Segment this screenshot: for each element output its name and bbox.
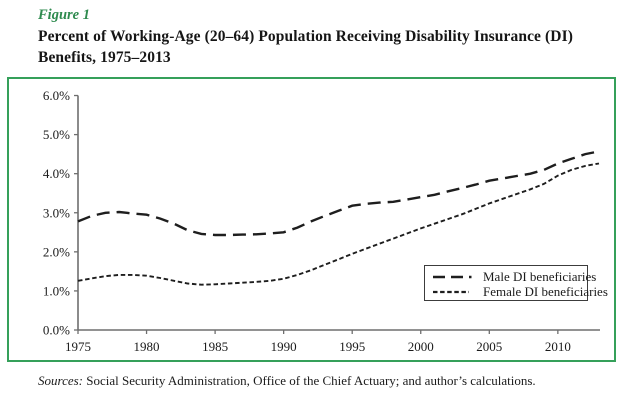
legend-entry-female [432, 283, 608, 299]
y-tick-label: 1.0% [42, 283, 70, 299]
chart-panel [7, 77, 616, 362]
line-chart [9, 79, 614, 360]
y-tick-label: 5.0% [42, 127, 70, 143]
y-tick-label: 6.0% [42, 88, 70, 104]
legend-label-male: Male DI beneficiaries [483, 268, 597, 284]
x-tick-label: 1975 [65, 339, 91, 354]
x-tick-label: 1985 [202, 339, 229, 354]
y-tick-label: 4.0% [42, 166, 70, 182]
x-tick-label: 2005 [476, 339, 503, 354]
y-tick-label: 3.0% [42, 205, 70, 221]
x-tick-label: 1980 [133, 339, 160, 354]
figure-title [38, 26, 573, 68]
sources-note [38, 373, 536, 389]
sources-text: Social Security Administration, Office of the Chief Actuary; and author’s calculations. [83, 373, 536, 388]
legend-entry-male [432, 268, 597, 284]
figure-title-line-1: Percent of Working-Age (20–64) Population Receiving Disability Insurance (DI) [38, 28, 573, 45]
x-tick-label: 1995 [339, 339, 366, 354]
figure-title-line-2: Benefits, 1975–2013 [38, 49, 171, 66]
y-tick-label: 0.0% [42, 322, 70, 338]
legend-label-female: Female DI beneficiaries [483, 283, 608, 299]
chart-legend [424, 265, 608, 301]
figure-number-label: Figure 1 [38, 7, 90, 23]
female-line-sample-icon [432, 288, 478, 296]
y-tick-label: 2.0% [42, 244, 70, 260]
x-tick-label: 2010 [544, 339, 571, 354]
male-series-line [78, 151, 599, 235]
sources-label: Sources: [38, 373, 84, 388]
x-tick-label: 2000 [407, 339, 434, 354]
male-line-sample-icon [432, 273, 478, 281]
x-tick-label: 1990 [270, 339, 297, 354]
